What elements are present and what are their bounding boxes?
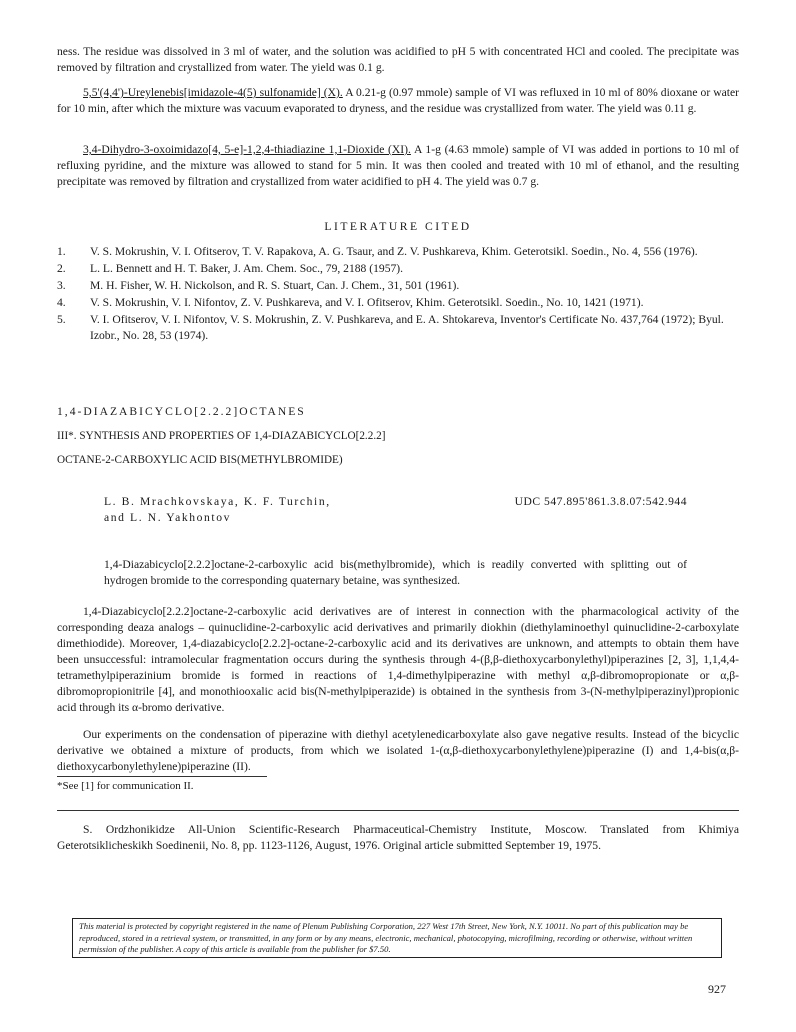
affiliation-note: S. Ordzhonikidze All-Union Scientific-Research Pharmaceutical-Chemistry Institute, Moscow. Translated from Khimiya Geterotsiklicheskikh Soedinenii, No. 8, pp. 1123-1126, August, 1976. Original article submitted September 19, 1975.: [57, 823, 739, 852]
reference-number: 2.: [57, 262, 66, 275]
reference-text: L. L. Bennett and H. T. Baker, J. Am. Chem. Soc., 79, 2188 (1957).: [90, 262, 404, 275]
paragraph-continuation: [57, 44, 739, 76]
copyright-text: This material is protected by copyright registered in the name of Plenum Publishing Corporation, 227 West 17th Street, New York, N.Y. 10011. No part of this publication may be reproduced, stored in a retrieval system, or transmitted, in any form or by any means, electronic, mechanical, photocopying, microfilming, recording or otherwise, without written permission of the publisher. A copy of this article is available from the publisher for $7.50.: [79, 921, 693, 954]
article-series-title: 1,4-DIAZABICYCLO[2.2.2]OCTANES: [57, 405, 306, 418]
reference-number: 1.: [57, 245, 66, 258]
footnote-rule: [57, 776, 267, 777]
reference-number: 3.: [57, 279, 66, 292]
reference-text: V. S. Mokrushin, V. I. Nifontov, Z. V. Pushkareva, and V. I. Ofitserov, Khim. Geterotsikl. Soedin., No. 10, 1421 (1971).: [90, 296, 644, 309]
affiliation-rule: [57, 810, 739, 811]
compound-xi-text: A 1-g (4.63 mmole) sample of VI was added in portions to 10 ml of refluxing pyridine, and the mixture was allowed to stand for 5 min. It was then cooled and treated with 10 ml of ethanol, and the resulting precipitate was removed by filtration and crystallized from water acidified to pH 4. The yield was 0.7 g.: [57, 143, 740, 188]
reference-item: [57, 312, 739, 344]
compound-x-title: 5,5'(4,4')-Ureylenebis[imidazole-4(5) sulfonamide] (X).: [83, 86, 343, 99]
abstract: 1,4-Diazabicyclo[2.2.2]octane-2-carboxylic acid bis(methylbromide), which is readily converted with splitting out of hydrogen bromide to the corresponding quaternary betaine, was synthesized.: [104, 558, 687, 587]
paragraph-compound-x: [57, 85, 739, 117]
reference-text: V. S. Mokrushin, V. I. Ofitserov, T. V. Rapakova, A. G. Tsaur, and Z. V. Pushkareva, Khim. Geterotsikl. Soedin., No. 4, 556 (1976).: [90, 245, 698, 258]
article-title-line: III*. SYNTHESIS AND PROPERTIES OF 1,4-DIAZABICYCLO[2.2.2]: [57, 430, 386, 442]
compound-xi-title: 3,4-Dihydro-3-oxoimidazo[4, 5-e]-1,2,4-thiadiazine 1,1-Dioxide (XI).: [83, 143, 411, 156]
reference-item: [57, 244, 739, 260]
authors-block: [104, 494, 739, 526]
reference-item: [57, 295, 739, 311]
reference-number: 4.: [57, 296, 66, 309]
authors-line: L. B. Mrachkovskaya, K. F. Turchin,: [104, 495, 331, 508]
body-paragraph: Our experiments on the condensation of piperazine with diethyl acetylenedicarboxylate also gave negative results. Instead of the bicyclic derivative we obtained a mixture of products, from which we isolated 1-(α,β-diethoxycarbonylethylene)piperazine (I) and 1,4-bis(α,β-diethoxycarbonylethylene)piperazine (II).: [57, 728, 739, 773]
article-title-line: OCTANE-2-CARBOXYLIC ACID BIS(METHYLBROMIDE): [57, 454, 343, 466]
literature-cited-heading: LITERATURE CITED: [324, 220, 472, 233]
reference-item: [57, 261, 739, 277]
reference-number: 5.: [57, 313, 66, 326]
udc-code: UDC 547.895'861.3.8.07:542.944: [514, 495, 687, 508]
reference-text: V. I. Ofitserov, V. I. Nifontov, V. S. Mokrushin, Z. V. Pushkareva, and E. A. Shtokareva, Inventor's Certificate No. 437,764 (1972); Byul. Izobr., No. 28, 53 (1974).: [90, 313, 724, 342]
authors-line: and L. N. Yakhontov: [104, 511, 232, 524]
footnote: *See [1] for communication II.: [57, 780, 194, 792]
reference-item: [57, 278, 739, 294]
compound-x-text: A 0.21-g (0.97 mmole) sample of VI was refluxed in 10 ml of 80% dioxane or water for 10 min, after which the mixture was vacuum evaporated to dryness, and the residue was crystallized from water. The yield was 0.11 g.: [57, 86, 739, 115]
paragraph-text: ness. The residue was dissolved in 3 ml of water, and the solution was acidified to pH 5 with concentrated HCl and cooled. The precipitate was removed by filtration and crystallized from water. The yield was 0.1 g.: [57, 45, 739, 74]
body-paragraph: 1,4-Diazabicyclo[2.2.2]octane-2-carboxylic acid derivatives are of interest in connection with the pharmacological activity of the corresponding deaza analogs – quinuclidine-2-carboxylic acid derivatives and primarily diokhin (diethylaminoethyl quinuclidine-2-carboxylate dimethiodide). Moreover, 1,4-diazabicyclo[2.2.2]-octane-2-carboxylic acid and its derivatives are unknown, and attempts to obtain them have been unsuccessful: intramolecular fragmentation occurs during the synthesis through 4-(β,β-diethoxycarbonylethyl)piperazines [2, 3], 1,1,4,4-tetramethylpiperazinium bromide is formed in reactions of 1,4-dimethylpiperazine with methyl α,β-dibromopropionate or α,β-dibromopropionitrile [4], and monothiooxalic acid bis(N-methylpiperazide) is obtained in the synthesis from 3-(N-methylpiperazinyl)propionic acid through its α-bromo derivative.: [57, 605, 739, 714]
reference-list: [57, 244, 739, 345]
copyright-notice-box: [72, 918, 722, 958]
paragraph-compound-xi: [57, 142, 739, 190]
reference-text: M. H. Fisher, W. H. Nickolson, and R. S. Stuart, Can. J. Chem., 31, 501 (1961).: [90, 279, 460, 292]
page-number: 927: [708, 982, 726, 996]
